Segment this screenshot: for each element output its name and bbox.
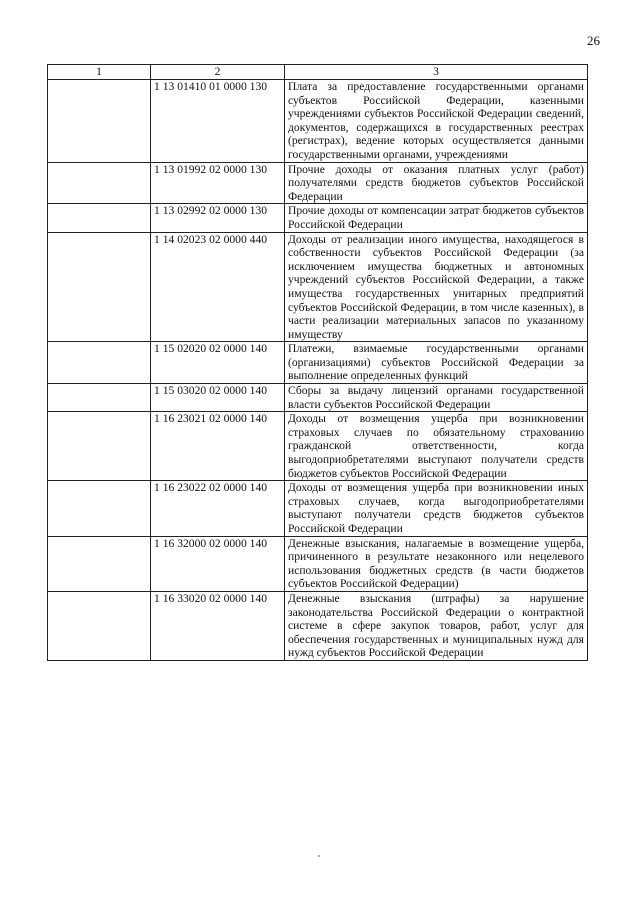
revenue-description-cell: Сборы за выдачу лицензий органами государственной власти субъектов Российской Федерации xyxy=(285,384,588,412)
table-row xyxy=(48,384,588,412)
table-row xyxy=(48,204,588,232)
revenue-code-cell: 1 14 02023 02 0000 440 xyxy=(151,232,285,342)
admin-code-cell xyxy=(48,591,151,660)
admin-code-cell xyxy=(48,384,151,412)
column-header-3: 3 xyxy=(285,65,588,80)
table-row xyxy=(48,481,588,536)
column-header-1: 1 xyxy=(48,65,151,80)
table-row xyxy=(48,342,588,384)
revenue-description-cell: Плата за предоставление государственными органами субъектов Российской Федерации, казенными учреждениями субъектов Российской Федерации сведений, документов, содержащихся в государственных реестрах (регистрах), ведение которых осуществляется данными государственными органами, учреждениями xyxy=(285,80,588,163)
revenue-code-cell: 1 15 03020 02 0000 140 xyxy=(151,384,285,412)
revenue-codes-table xyxy=(47,64,588,661)
admin-code-cell xyxy=(48,481,151,536)
revenue-code-cell: 1 13 02992 02 0000 130 xyxy=(151,204,285,232)
revenue-description-cell: Денежные взыскания (штрафы) за нарушение законодательства Российской Федерации о контрактной системе в сфере закупок товаров, работ, услуг для обеспечения государственных и муниципальных нужд для нужд субъектов Российской Федерации xyxy=(285,591,588,660)
admin-code-cell xyxy=(48,204,151,232)
revenue-code-cell: 1 16 32000 02 0000 140 xyxy=(151,536,285,591)
revenue-description-cell: Денежные взыскания, налагаемые в возмещение ущерба, причиненного в результате незаконного или нецелевого использования бюджетных средств (в части бюджетов субъектов Российской Федерации) xyxy=(285,536,588,591)
admin-code-cell xyxy=(48,342,151,384)
table-row xyxy=(48,162,588,204)
revenue-description-cell: Платежи, взимаемые государственными органами (организациями) субъектов Российской Федерации за выполнение определенных функций xyxy=(285,342,588,384)
revenue-description-cell: Прочие доходы от компенсации затрат бюджетов субъектов Российской Федерации xyxy=(285,204,588,232)
revenue-code-cell: 1 13 01992 02 0000 130 xyxy=(151,162,285,204)
revenue-description-cell: Доходы от возмещения ущерба при возникновении страховых случаев по обязательному страхованию гражданской ответственности, когда выгодоприобретателями выступают получатели средств бюджетов субъектов Российской Федерации xyxy=(285,412,588,481)
revenue-code-cell: 1 16 23022 02 0000 140 xyxy=(151,481,285,536)
page-number: 26 xyxy=(587,33,600,48)
table-row xyxy=(48,591,588,660)
admin-code-cell xyxy=(48,162,151,204)
admin-code-cell xyxy=(48,232,151,342)
admin-code-cell xyxy=(48,80,151,163)
revenue-description-cell: Доходы от реализации иного имущества, находящегося в собственности субъектов Российской Федерации (за исключением имущества бюджетных и автономных учреждений субъектов Российской Федерации, а также имущества государственных унитарных предприятий субъектов Российской Федерации, в том числе казенных), в части реализации материальных запасов по указанному имуществу xyxy=(285,232,588,342)
revenue-code-cell: 1 16 33020 02 0000 140 xyxy=(151,591,285,660)
table-row xyxy=(48,80,588,163)
table-row xyxy=(48,232,588,342)
table-header-row xyxy=(48,65,588,80)
admin-code-cell xyxy=(48,412,151,481)
revenue-code-cell: 1 16 23021 02 0000 140 xyxy=(151,412,285,481)
column-header-2: 2 xyxy=(151,65,285,80)
table-row xyxy=(48,536,588,591)
revenue-description-cell: Прочие доходы от оказания платных услуг (работ) получателями средств бюджетов субъектов Российской Федерации xyxy=(285,162,588,204)
table-row xyxy=(48,412,588,481)
scan-speck xyxy=(318,855,320,857)
admin-code-cell xyxy=(48,536,151,591)
revenue-code-cell: 1 15 02020 02 0000 140 xyxy=(151,342,285,384)
revenue-code-cell: 1 13 01410 01 0000 130 xyxy=(151,80,285,163)
revenue-description-cell: Доходы от возмещения ущерба при возникновении иных страховых случаев, когда выгодоприобретателями выступают получатели средств бюджетов субъектов Российской Федерации xyxy=(285,481,588,536)
